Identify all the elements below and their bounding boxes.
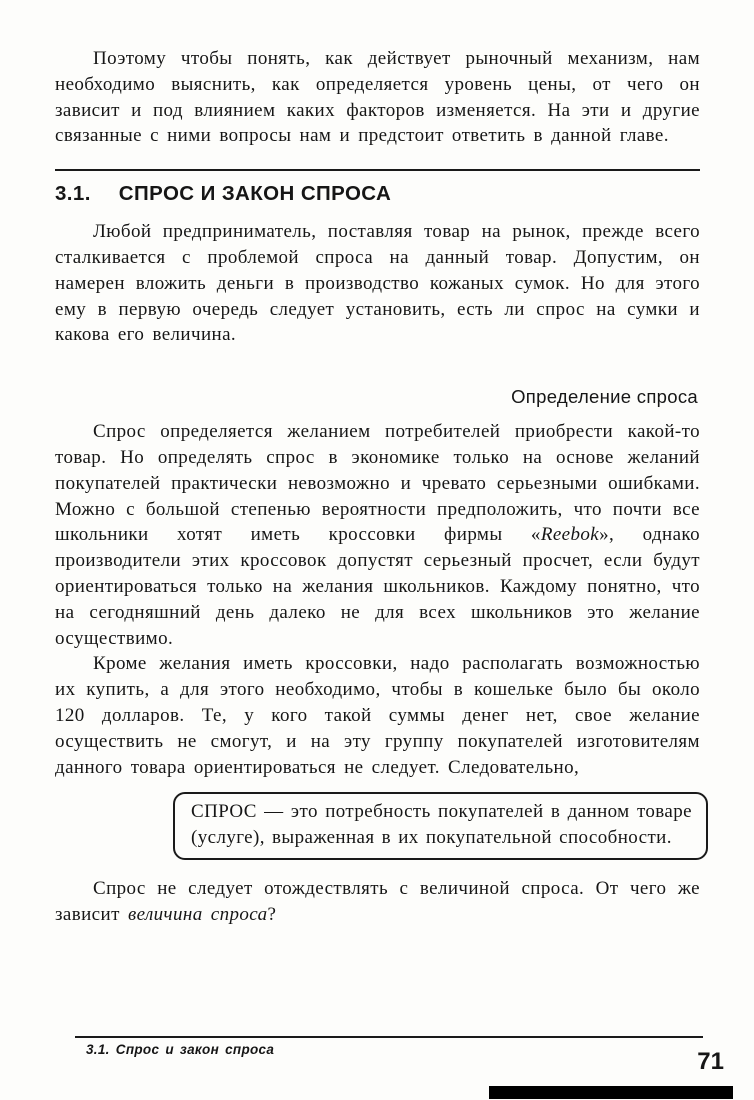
section-title: СПРОС И ЗАКОН СПРОСА	[118, 182, 392, 206]
paragraph-intro: Поэтому чтобы понять, как действует рыночный механизм, нам необходимо выяснить, как определяется уровень цены, от чего он зависит и под влиянием каких факторов изменяется. На эти и другие связанные с ними вопросы нам и предстоит ответить в данной главе.	[55, 48, 700, 147]
term-demand-quantity-italic: величина спроса	[127, 903, 268, 925]
paragraph-closing	[55, 876, 700, 928]
running-title: 3.1. Спрос и закон спроса	[86, 1042, 275, 1057]
definition-text: СПРОС — это потребность покупателей в данном товаре (услуге), выраженная в их покупательной способности.	[191, 801, 692, 849]
footer-divider	[75, 1036, 703, 1038]
section-divider	[55, 169, 700, 171]
bottom-bar	[489, 1086, 733, 1099]
brand-name-italic: Reebok	[540, 524, 600, 546]
paragraph-demand-definition	[55, 419, 700, 651]
section-heading	[55, 181, 700, 207]
paragraph-demand-part2: », однако производители этих кроссовок допустят серьезный просчет, если будут ориентироваться только на желания школьников. Каждому понятно, что на сегодняшний день далеко не для всех школьников это желание осуществимо.	[55, 524, 700, 649]
paragraph-demand-part1: Спрос определяется желанием потребителей приобрести какой-то товар. Но определять спрос в экономике только на основе желаний покупателей практически невозможно и чревато серьезными ошибками. Можно с большой степенью вероятности предположить, что почти все школьники хотят иметь кроссовки фирмы «	[55, 421, 700, 546]
section-number: 3.1.	[55, 182, 91, 206]
definition-box	[173, 792, 708, 860]
paragraph-closing-part2: ?	[267, 903, 277, 925]
page-number: 71	[697, 1048, 724, 1075]
subheading-demand-definition: Определение спроса	[511, 386, 698, 408]
paragraph-purchasing-ability: Кроме желания иметь кроссовки, надо располагать возможностью их купить, а для этого необходимо, чтобы в кошельке было бы около 120 долларов. Те, у кого такой суммы денег нет, свое желание осуществить не смогут, и на эту группу покупателей изготовителям данного товара ориентироваться не следует. Следовательно,	[55, 653, 700, 778]
paragraph-closing-part1: Спрос не следует отождествлять с величиной спроса. От чего же зависит	[55, 877, 700, 925]
paragraph-entrepreneur: Любой предприниматель, поставляя товар на рынок, прежде всего сталкивается с проблемой спроса на данный товар. Допустим, он намерен вложить деньги в производство кожаных сумок. Но для этого ему в первую очередь следует установить, есть ли спрос на сумки и какова его величина.	[55, 221, 700, 346]
